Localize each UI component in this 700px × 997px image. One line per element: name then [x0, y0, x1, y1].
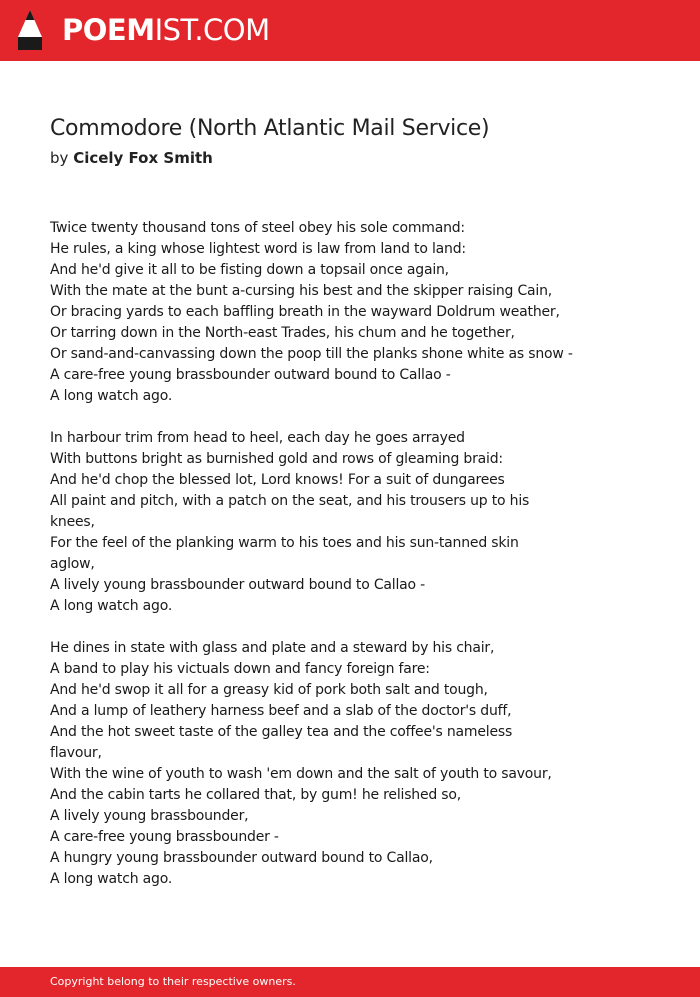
poem-line: Or bracing yards to each baffling breath in the wayward Doldrum weather,	[50, 304, 560, 320]
poem-line: And a lump of leathery harness beef and a slab of the doctor's duff,	[50, 703, 512, 719]
poem-line: Or sand-and-canvassing down the poop till the planks shone white as snow -	[50, 346, 573, 362]
poem-line: Twice twenty thousand tons of steel obey his sole command:	[50, 220, 465, 236]
copyright-text: Copyright belong to their respective owners.	[50, 975, 296, 988]
poem-line: flavour,	[50, 745, 102, 761]
poem-line: And the cabin tarts he collared that, by gum! he relished so,	[50, 787, 462, 803]
poem-title: Commodore (North Atlantic Mail Service)	[50, 116, 490, 141]
poem-line: A lively young brassbounder outward bound to Callao -	[50, 577, 426, 593]
poem-line: With the wine of youth to wash 'em down and the salt of youth to savour,	[50, 766, 552, 782]
poem-line: A hungry young brassbounder outward bound to Callao,	[50, 850, 433, 866]
site-header	[0, 0, 700, 61]
poem-line: In harbour trim from head to heel, each day he goes arrayed	[50, 430, 465, 446]
site-footer	[0, 967, 700, 997]
poem-stanza	[50, 638, 650, 890]
poem-line: A care-free young brassbounder outward bound to Callao -	[50, 367, 451, 383]
poem-line: A long watch ago.	[50, 871, 173, 887]
poem-line: He dines in state with glass and plate and a steward by his chair,	[50, 640, 495, 656]
poem-line: He rules, a king whose lightest word is law from land to land:	[50, 241, 466, 257]
poem-line: knees,	[50, 514, 95, 530]
author-name: Cicely Fox Smith	[73, 149, 213, 167]
poem-line: A lively young brassbounder,	[50, 808, 249, 824]
poem-line: And the hot sweet taste of the galley tea and the coffee's nameless	[50, 724, 513, 740]
site-logo-text	[62, 10, 270, 50]
poem-line: All paint and pitch, with a patch on the seat, and his trousers up to his	[50, 493, 530, 509]
poem-line: With the mate at the bunt a-cursing his best and the skipper raising Cain,	[50, 283, 553, 299]
poem-line: A long watch ago.	[50, 388, 173, 404]
poem-line: A long watch ago.	[50, 598, 173, 614]
poem-line: Or tarring down in the North-east Trades, his chum and he together,	[50, 325, 515, 341]
poem-stanza	[50, 218, 650, 407]
logo-light-text: IST.COM	[154, 13, 270, 47]
poem-stanza	[50, 428, 650, 617]
poem-line: And he'd swop it all for a greasy kid of pork both salt and tough,	[50, 682, 488, 698]
poem-line: A care-free young brassbounder -	[50, 829, 279, 845]
logo-bold-text: POEM	[62, 13, 155, 47]
poem-line: A band to play his victuals down and fancy foreign fare:	[50, 661, 430, 677]
poem-body	[50, 218, 650, 911]
poem-line: And he'd chop the blessed lot, Lord knows! For a suit of dungarees	[50, 472, 505, 488]
poem-line: And he'd give it all to be fisting down a topsail once again,	[50, 262, 449, 278]
poem-line: For the feel of the planking warm to his toes and his sun-tanned skin	[50, 535, 519, 551]
poem-line: aglow,	[50, 556, 95, 572]
poem-byline	[50, 149, 213, 167]
poem-line: With buttons bright as burnished gold and rows of gleaming braid:	[50, 451, 503, 467]
pencil-icon	[17, 9, 43, 51]
by-label: by	[50, 149, 69, 167]
